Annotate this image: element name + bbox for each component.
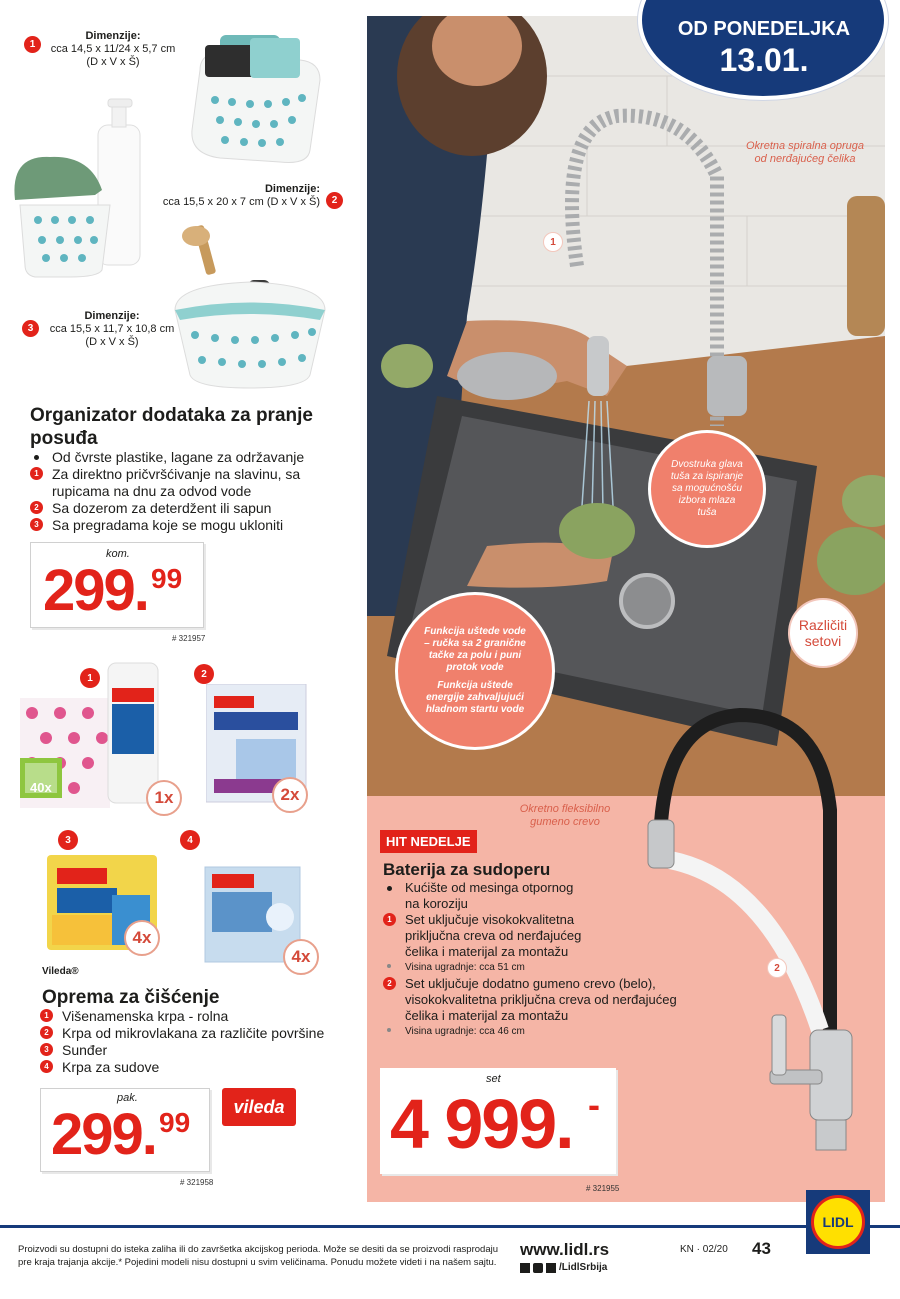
price-decimals: 99 <box>151 563 183 594</box>
page-number: 43 <box>752 1239 771 1258</box>
item-3-marker: 3 <box>22 320 39 337</box>
feature-item: 4 Krpa za sudove <box>40 1059 370 1076</box>
faucet-title: Baterija za sudoperu <box>383 860 551 879</box>
feature-item: 3 Sa pregradama koje se mogu ukloniti <box>30 517 360 534</box>
footer-disclaimer: Proizvodi su dostupni do isteka zaliha ili do završetka akcijskog perioda. Može se desiti da se proizvodi rasprodaju pre kraja trajanja akcije.* Pojedini modeli nisu dostupni u svim veličinama. Ponudu možete videti i na našem sajtu. <box>18 1244 499 1268</box>
vileda-logo: vileda <box>222 1088 296 1126</box>
vileda-product-3-marker: 3 <box>58 830 78 850</box>
qty-badge-4: 4x <box>283 939 319 975</box>
vileda-brand: Vileda® <box>42 966 79 977</box>
qty-badge-2: 2x <box>272 777 308 813</box>
feature-item: 1 Set uključuje visokokvalitetna <box>383 912 743 928</box>
footer-website[interactable]: www.lidl.rs <box>520 1240 610 1259</box>
price-main: 4 999. <box>390 1085 573 1163</box>
vileda-product-4-marker: 4 <box>180 830 200 850</box>
feature-item: čelika i materijal za montažu <box>405 1008 569 1023</box>
faucet-marker-2: 2 <box>767 958 787 978</box>
footer-rule <box>0 1225 900 1228</box>
roll-pack-count: 40x <box>30 780 52 795</box>
soap-dispenser-holder-image <box>10 95 160 280</box>
spring-callout: Okretna spiralna opruga od nerđajućeg čelika <box>745 140 864 165</box>
divided-caddy-image <box>160 220 340 395</box>
instagram-icon[interactable] <box>533 1263 543 1273</box>
vileda-sku: # 321958 <box>180 1178 214 1187</box>
qty-badge-1: 1x <box>146 780 182 816</box>
sets-badge: Različiti setovi <box>788 598 858 668</box>
item-3-dimensions: Dimenzije: cca 15,5 x 11,7 x 10,8 cm (D x V x Š) <box>49 310 175 348</box>
feature-item: čelika i materijal za montažu <box>405 944 569 959</box>
price-main: 299. <box>51 1102 156 1167</box>
facebook-icon[interactable] <box>520 1263 530 1273</box>
feature-item: 2 Sa dozerom za deterdžent ili sapun <box>30 500 360 517</box>
hose-callout: Okretno fleksibilno gumeno crevo <box>519 803 611 828</box>
footer-social[interactable]: /LidlSrbija <box>520 1262 607 1273</box>
faucet-marker-1: 1 <box>543 232 563 252</box>
hit-badge: HIT NEDELJE <box>380 830 477 853</box>
item-1-dimensions: Dimenzije: cca 14,5 x 11/24 x 5,7 cm (D x V x Š) <box>50 30 176 68</box>
footer-edition: KN · 02/20 <box>680 1244 728 1255</box>
price-decimals: - <box>588 1084 600 1125</box>
feature-item: Kućište od mesinga otpornog <box>383 880 743 896</box>
feature-item: Visina ugradnje: cca 46 cm <box>383 1024 743 1040</box>
feature-item: na koroziju <box>405 896 468 911</box>
organizer-title: Organizator dodataka za pranje posuđa <box>30 405 313 449</box>
feature-item: 2 Krpa od mikrovlakana za različite površine <box>40 1025 370 1042</box>
feature-item: rupicama na dnu za odvod vode <box>52 483 252 499</box>
feature-item: priključna creva od nerđajućeg <box>405 928 582 943</box>
feature-item: 2 Set uključuje dodatno gumeno crevo (belo), <box>383 976 743 992</box>
shower-head-bubble: Dvostruka glava tuša za ispiranje sa mogućnošću izbora mlaza tuša <box>648 430 766 548</box>
feature-item: 1 Za direktno pričvršćivanje na slavinu, sa <box>30 466 360 483</box>
organizer-price-box <box>30 542 204 628</box>
vileda-price-box <box>40 1088 210 1172</box>
organizer-features <box>30 449 360 534</box>
faucet-features <box>383 880 743 1040</box>
price-unit: pak. <box>117 1092 138 1104</box>
item-2-marker: 2 <box>326 192 343 209</box>
promo-date: 13.01. <box>719 42 809 78</box>
organizer-sku: # 321957 <box>172 634 206 643</box>
vileda-features <box>40 1008 370 1076</box>
price-main: 299. <box>43 558 148 623</box>
faucet-sku: # 321955 <box>586 1184 620 1193</box>
faucet-price-box <box>380 1068 616 1174</box>
price-unit: kom. <box>106 548 130 560</box>
item-2-dimensions: Dimenzije: cca 15,5 x 20 x 7 cm (D x V x Š) <box>162 183 320 208</box>
vileda-title: Oprema za čišćenje <box>42 987 220 1008</box>
youtube-icon[interactable] <box>546 1263 556 1273</box>
price-unit: set <box>486 1073 501 1085</box>
water-saving-bubble: Funkcija uštede vode – ručka sa 2 granične tačke za polu i puni protok vode Funkcija uštede energije zahvaljujući hladnom startu vode <box>395 592 555 750</box>
feature-item: visokokvalitetna priključna creva od nerđajućeg <box>405 992 677 1007</box>
feature-item: Visina ugradnje: cca 51 cm <box>383 960 743 976</box>
item-1-marker: 1 <box>24 36 41 53</box>
vileda-product-2-marker: 2 <box>194 664 214 684</box>
sponge-holder-image <box>160 30 340 170</box>
vileda-product-1-marker: 1 <box>80 668 100 688</box>
feature-item: 3 Sunđer <box>40 1042 370 1059</box>
qty-badge-3: 4x <box>124 920 160 956</box>
feature-item: 1 Višenamenska krpa - rolna <box>40 1008 370 1025</box>
promo-date-line1: OD PONEDELJKA <box>677 18 851 40</box>
price-decimals: 99 <box>159 1107 191 1138</box>
lidl-logo: LIDL <box>806 1190 870 1254</box>
feature-item: Od čvrste plastike, lagane za održavanje <box>30 449 360 466</box>
